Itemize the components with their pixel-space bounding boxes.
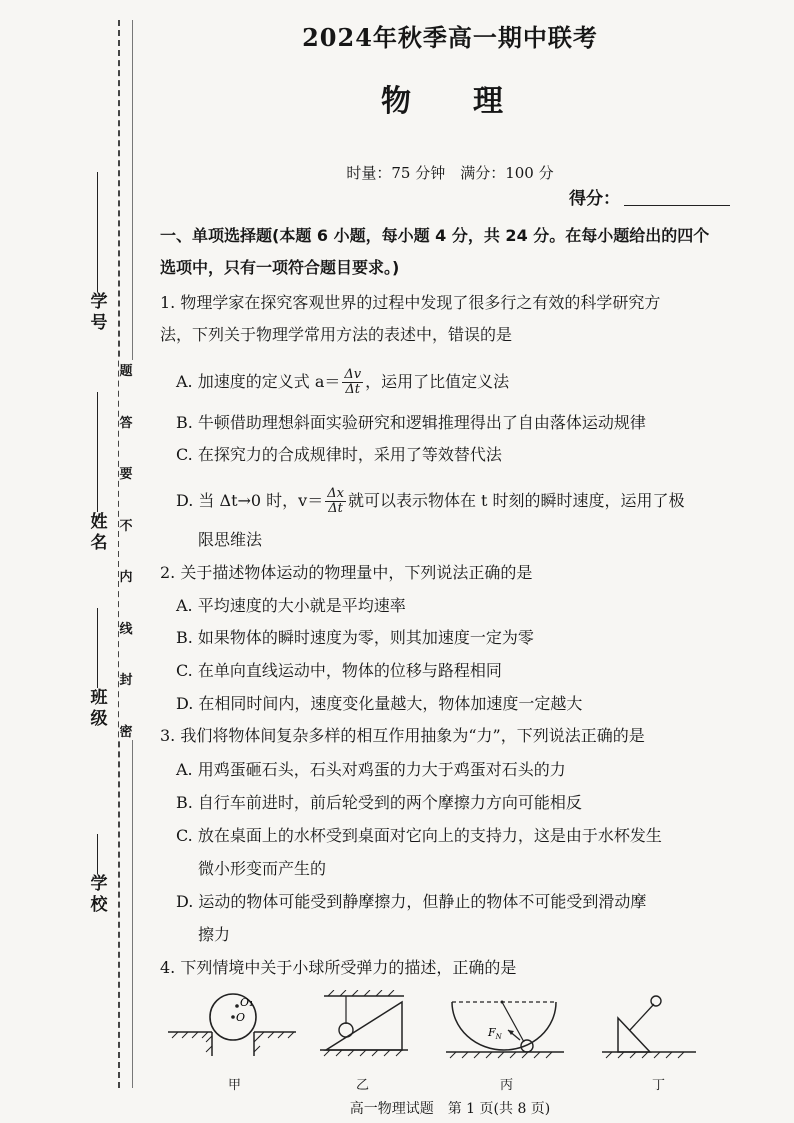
- question-1-option-c: C. 在探究力的合成规律时，采用了等效替代法: [176, 445, 502, 464]
- option-a-text-end: ，运用了比值定义法: [365, 372, 510, 391]
- fraction-numerator: Δv: [344, 367, 362, 382]
- question-2-stem: 2. 关于描述物体运动的物理量中，下列说法正确的是: [160, 563, 533, 582]
- fraction-dx-dt: [325, 487, 346, 516]
- option-d-text-end: 就可以表示物体在 t 时刻的瞬时速度，运用了极: [347, 491, 685, 510]
- seal-char: 内: [119, 570, 133, 586]
- seal-char: 封: [119, 673, 133, 689]
- exam-page: [160, 0, 740, 1123]
- exam-meta: 时量：75 分钟 满分：100 分: [346, 164, 554, 182]
- question-2-option-c: C. 在单向直线运动中，物体的位移与路程相同: [176, 661, 502, 680]
- question-2-option-a: A. 平均速度的大小就是平均速率: [176, 596, 406, 615]
- question-3-stem: 3. 我们将物体间复杂多样的相互作用抽象为“力”，下列说法正确的是: [160, 726, 645, 745]
- school-label: 学校: [86, 874, 107, 916]
- question-1-stem: 1. 物理学家在探究客观世界的过程中发现了很多行之有效的科学研究方: [160, 293, 661, 312]
- section-heading-cont: 选项中，只有一项符合题目要求。): [160, 258, 400, 277]
- question-4-stem: 4. 下列情境中关于小球所受弹力的描述，正确的是: [160, 958, 517, 977]
- student-id-blank[interactable]: [97, 172, 98, 292]
- point-o-label: O: [236, 1011, 246, 1024]
- question-3-option-c-cont: 微小形变而产生的: [198, 859, 327, 878]
- fraction-denominator: Δt: [345, 382, 361, 397]
- fraction-dv-dt: [342, 368, 363, 397]
- figure-ding-label: 丁: [652, 1078, 666, 1093]
- question-1-option-b: B. 牛顿借助理想斜面实验研究和逻辑推理得出了自由落体运动规律: [176, 413, 646, 432]
- name-label: 姓名: [86, 512, 107, 554]
- question-2-option-b: B. 如果物体的瞬时速度为零，则其加速度一定为零: [176, 628, 534, 647]
- seal-char: 密: [119, 724, 133, 740]
- figure-jia: [168, 990, 298, 1074]
- option-a-text: A. 加速度的定义式 a＝: [176, 372, 341, 391]
- figure-yi-label: 乙: [356, 1078, 370, 1093]
- question-3-option-c: C. 放在桌面上的水杯受到桌面对它向上的支持力，这是由于水杯发生: [176, 826, 662, 845]
- fraction-numerator: Δx: [327, 486, 344, 501]
- figure-ding: [600, 990, 700, 1074]
- fraction-denominator: Δt: [328, 501, 343, 516]
- option-d-text: D. 当 Δt→0 时，v＝: [176, 491, 324, 510]
- school-blank[interactable]: [97, 834, 98, 874]
- exam-title: 2024年秋季高一期中联考: [302, 23, 598, 52]
- section-heading: 一、单项选择题(本题 6 小题，每小题 4 分，共 24 分。在每小题给出的四个: [160, 226, 710, 245]
- figure-bing: [446, 990, 566, 1074]
- score-label: 得分：: [569, 189, 620, 209]
- seal-char: 不: [119, 518, 133, 534]
- class-blank[interactable]: [97, 608, 98, 688]
- figure-jia-label: 甲: [228, 1078, 242, 1093]
- name-blank[interactable]: [97, 392, 98, 512]
- normal-force-label: $F_N$: [488, 1026, 502, 1041]
- seal-line-text: [119, 360, 133, 740]
- seal-char: 要: [119, 467, 133, 483]
- figure-bing-label: 丙: [500, 1078, 514, 1093]
- score-box: [569, 184, 730, 209]
- class-label: 班级: [86, 688, 107, 730]
- question-3-option-d-cont: 擦力: [198, 925, 231, 944]
- question-1-stem-cont: 法，下列关于物理学常用方法的表述中，错误的是: [160, 325, 513, 344]
- question-3-option-a: A. 用鸡蛋砸石头，石头对鸡蛋的力大于鸡蛋对石头的力: [176, 760, 566, 779]
- name-field[interactable]: [84, 388, 110, 554]
- binding-margin: [0, 0, 135, 1123]
- question-3-option-b: B. 自行车前进时，前后轮受到的两个摩擦力方向可能相反: [176, 793, 582, 812]
- school-field[interactable]: [84, 830, 110, 916]
- student-id-label: 学号: [86, 292, 107, 334]
- subject-title: 物 理: [381, 84, 519, 119]
- seal-char: 题: [119, 364, 133, 379]
- question-3-option-d: D. 运动的物体可能受到静摩擦力，但静止的物体不可能受到滑动摩: [176, 892, 647, 911]
- score-blank[interactable]: [624, 205, 730, 206]
- class-field[interactable]: [84, 604, 110, 730]
- seal-char: 答: [119, 415, 133, 431]
- question-4-figures: [160, 990, 740, 1093]
- question-1-option-d: [176, 487, 754, 516]
- student-id-field[interactable]: [84, 168, 110, 334]
- question-1-option-a: [176, 368, 754, 397]
- question-1-option-d-cont: 限思维法: [198, 530, 263, 549]
- point-o1-label: O₁: [240, 996, 254, 1009]
- page-footer: 高一物理试题 第 1 页(共 8 页): [349, 1101, 551, 1117]
- seal-char: 线: [119, 621, 133, 637]
- figure-yi: [320, 990, 410, 1074]
- question-2-option-d: D. 在相同时间内，速度变化量越大，物体加速度一定越大: [176, 694, 583, 713]
